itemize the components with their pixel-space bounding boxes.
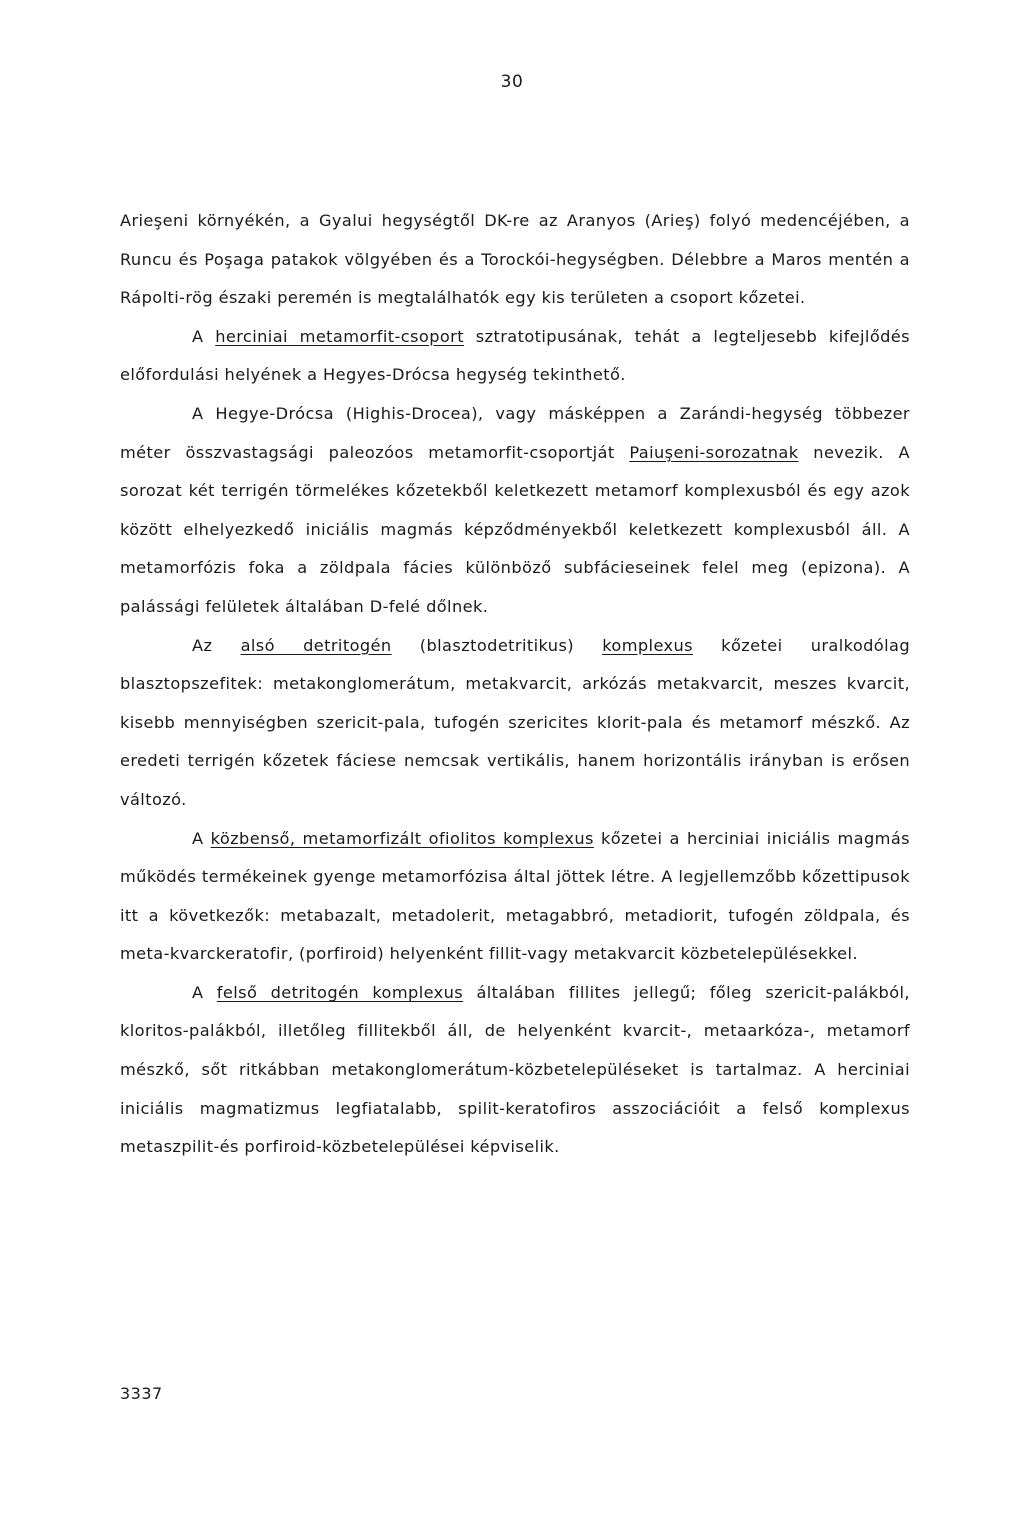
paragraph-4 [120, 627, 910, 820]
term-also-detritogen: alsó detritogén [240, 635, 392, 655]
paragraph-5 [120, 820, 910, 974]
paragraph-6 [120, 974, 910, 1167]
body-text [120, 202, 910, 1167]
paragraph-2-pre: A [192, 326, 216, 346]
term-herciniai-metamorfit-csoport: herciniai metamorfit-csoport [215, 326, 464, 346]
term-paiuseni-sorozat: Paiuşeni-sorozatnak [629, 442, 799, 462]
paragraph-6-pre: A [192, 982, 217, 1002]
paragraph-3-post: nevezik. A sorozat két terrigén törmelékes kőzetekből keletkezett metamorf komplexusból és egy azok között elhelyezkedő iniciális magmás képződményekből keletkezett komplexusból áll. A metamorfózis foka a zöldpala fácies különböző subfácieseinek felel meg (epizona). A palássági felületek általában D-felé dőlnek. [120, 442, 910, 616]
page-number: 30 [500, 72, 524, 92]
paragraph-2-post: sztratotipusának, tehát a legteljesebb kifejlődés előfordulási helyének a Hegyes-Drócsa hegység tekinthető. [120, 326, 910, 385]
paragraph-1-text: Arieşeni környékén, a Gyalui hegységtől DK-re az Aranyos (Arieş) folyó medencéjében, a Runcu és Poşaga patakok völgyében és a Torockói-hegységben. Délebbre a Maros mentén a Rápolti-rög északi peremén is megtalálhatók egy kis területen a csoport kőzetei. [120, 211, 910, 308]
paragraph-4-post: kőzetei uralkodólag blasztopszefitek: metakonglomerátum, metakvarcit, arkózás metakvarcit, meszes kvarcit, kisebb mennyiségben szericit-pala, tufogén szericites klorit-pala és metamorf mészkő. Az eredeti terrigén kőzetek fáciese nemcsak vertikális, hanem horizontális irányban is erősen változó. [120, 635, 911, 809]
term-felso-detritogen-komplexus: felső detritogén komplexus [216, 982, 464, 1002]
paragraph-5-pre: A [192, 828, 211, 848]
paragraph-4-pre: Az [192, 635, 241, 655]
paragraph-3-pre: A Hegye-Drócsa (Highis-Drocea), vagy másképpen a Zarándi-hegység többezer méter összvastagsági paleozóos metamorfit-csoportját [120, 403, 910, 462]
paragraph-1 [120, 202, 910, 318]
paragraph-5-post: kőzetei a herciniai iniciális magmás működés termékeinek gyenge metamorfózisa által jöttek létre. A legjellemzőbb kőzettipusok itt a következők: metabazalt, metadolerit, metagabbró, metadiorit, tufogén zöldpala, és meta-kvarckeratofir, (porfiroid) helyenként fillit-vagy metakvarcit közbetelepülésekkel. [120, 828, 910, 964]
paragraph-2 [120, 318, 910, 395]
paragraph-6-post: általában fillites jellegű; főleg szericit-palákból, kloritos-palákból, illetőleg fillitekből áll, de helyenként kvarcit-, metaarkóza-, metamorf mészkő, sőt ritkábban metakonglomerátum-közbetelepüléseket is tartalmaz. A herciniai iniciális magmatizmus legfiatalabb, spilit-keratofiros asszociációit a felső komplexus metaszpilit-és porfiroid-közbetelepülései képviselik. [120, 982, 910, 1157]
term-komplexus: komplexus [602, 635, 693, 655]
paragraph-3 [120, 395, 910, 627]
paragraph-4-mid: (blasztodetritikus) [391, 635, 603, 655]
term-kozbenso-ofiolitos-komplexus: közbenső, metamorfizált ofiolitos komplexus [210, 828, 594, 848]
footer-code: 3337 [120, 1384, 163, 1403]
